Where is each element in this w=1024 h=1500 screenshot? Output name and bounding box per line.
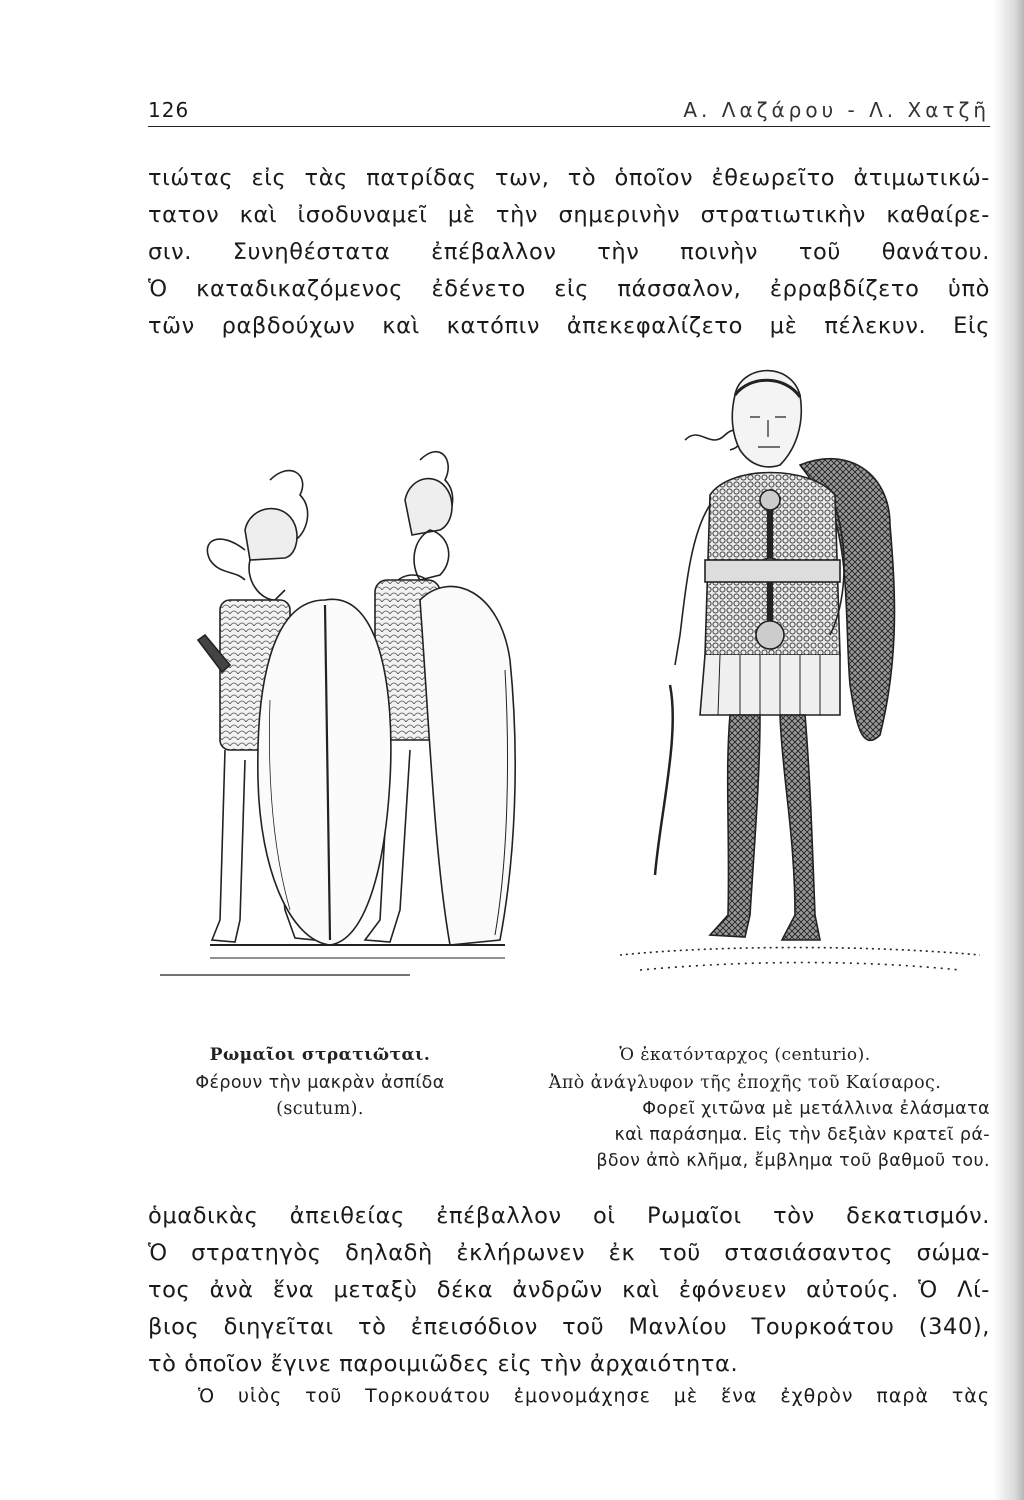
caption-title: Ρωμαῖοι στρατιῶται. [209,1045,431,1065]
text-line: τατον καὶ ἰσοδυναμεῖ μὲ τὴν σημερινὴν στρατιωτικὴν καθαίρε- [148,202,990,228]
paragraph-last [148,1380,990,1412]
text-line: σιν. Συνηθέστατα ἐπέβαλλον τὴν ποινὴν τοῦ θανάτου. [148,239,990,265]
text-line: τῶν ραβδούχων καὶ κατόπιν ἀπεκεφαλίζετο μὲ πέλεκυν. Εἰς [148,313,990,339]
text-line: ὁμαδικὰς ἀπειθείας ἐπέβαλλον οἱ Ρωμαῖοι τὸν δεκατισμόν. [148,1203,990,1229]
caption-title: Ὁ ἑκατόνταρχος (centurio). [619,1045,871,1065]
paragraph-bottom [148,1198,990,1383]
paragraph-top [148,160,990,345]
page-edge-shadow [994,0,1024,1500]
text-line: βιος διηγεῖται τὸ ἐπεισόδιον τοῦ Μανλίου Τουρκοάτου (340), [148,1314,990,1340]
caption-left [150,1040,490,1122]
text-line: Ὁ καταδικαζόμενος ἐδένετο εἰς πάσσαλον, ἐρραβδίζετο ὑπὸ [148,276,990,302]
text-line: Ὁ στρατηγὸς δηλαδὴ ἐκλήρωνεν ἐκ τοῦ στασιάσαντος σώμα- [148,1240,990,1266]
text-line: τὸ ὁποῖον ἔγινε παροιμιῶδες εἰς τὴν ἀρχαιότητα. [148,1351,739,1377]
running-title: Α. Λαζάρου - Λ. Χατζῆ [683,98,990,122]
text-line: Ὁ υἱὸς τοῦ Τορκουάτου ἐμονομάχησε μὲ ἕνα ἐχθρὸν παρὰ τὰς [198,1385,990,1407]
page-number: 126 [148,98,190,122]
caption-line: βδον ἀπὸ κλῆμα, ἔμβλημα τοῦ βαθμοῦ του. [596,1151,990,1171]
roman-soldiers-illustration [150,440,530,1010]
text-line: τιώτας εἰς τὰς πατρίδας των, τὸ ὁποῖον ἐθεωρεῖτο ἀτιμωτικώ- [148,165,990,191]
caption-line: Ἀπὸ ἀνάγλυφον τῆς ἐποχῆς τοῦ Καίσαρος. [548,1073,942,1093]
centurion-illustration [600,355,990,1015]
caption-line: Φέρουν τὴν μακρὰν ἀσπίδα [195,1073,445,1093]
caption-line: Φορεῖ χιτῶνα μὲ μετάλλινα ἐλάσματα [642,1099,990,1119]
text-line: τος ἀνὰ ἕνα μεταξὺ δέκα ἀνδρῶν καὶ ἐφόνευεν αὐτούς. Ὁ Λί- [148,1277,990,1303]
caption-right [490,1040,1000,1174]
caption-line: (scutum). [276,1099,364,1119]
caption-line: καὶ παράσημα. Εἰς τὴν δεξιὰν κρατεῖ ρά- [614,1125,990,1145]
page-header [148,96,990,127]
